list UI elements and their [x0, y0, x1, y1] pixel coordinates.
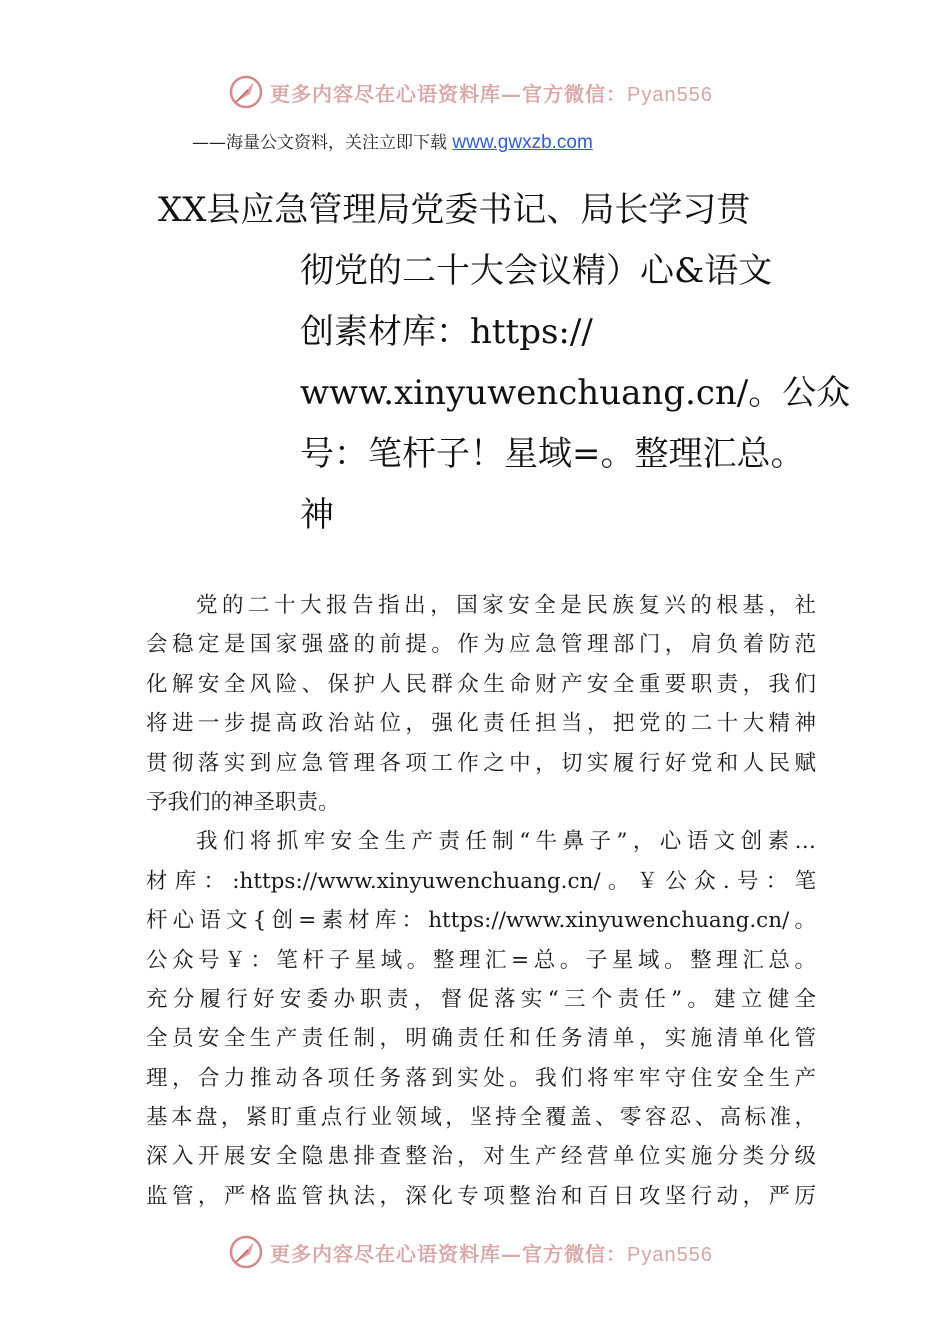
footer-banner [228, 1232, 728, 1272]
title-line: XX县应急管理局党委书记、局长学习贯 [158, 190, 751, 230]
quill-logo-icon [228, 74, 264, 110]
body-line: 党的二十大报告指出，国家安全是民族复兴的根基，社 [196, 593, 816, 618]
title-line: www.xinyuwenchuang.cn/。公众 [300, 373, 851, 413]
title-line: 号：笔杆子！星域=。整理汇总。 [300, 434, 805, 474]
footer-banner-text: 更多内容尽在心语资料库—官方微信：Pyan556 [270, 1241, 713, 1266]
body-line: 充分履行好安委办职责，督促落实“三个责任”。建立健全 [146, 986, 816, 1012]
body-line: 杆心语文{创=素材库：https://www.xinyuwenchuang.cn/。 [146, 908, 816, 934]
paragraph [146, 822, 816, 1216]
header-banner-text: 更多内容尽在心语资料库—官方微信：Pyan556 [270, 81, 713, 106]
body-line: 我们将抓牢安全生产责任制“牛鼻子”，心语文创素… [196, 829, 816, 855]
body-line: 化解安全风险、保护人民群众生命财产安全重要职责，我们 [146, 671, 816, 697]
title-line: 神 [300, 495, 334, 535]
document-title [158, 180, 851, 546]
download-link[interactable]: www.gwxzb.com [452, 132, 593, 153]
title-line: 彻党的二十大会议精）心&语文 [300, 251, 773, 291]
header-subline [192, 128, 593, 154]
body-line: 全员安全生产责任制，明确责任和任务清单，实施清单化管 [146, 1026, 816, 1052]
paragraph [146, 586, 816, 822]
body-line: 公众号￥：笔杆子星域。整理汇=总。子星域。整理汇总。 [146, 947, 816, 973]
body-line: 深入开展安全隐患排查整治，对生产经营单位实施分类分级 [146, 1144, 816, 1170]
body-line: 将进一步提高政治站位，强化责任担当，把党的二十大精神 [146, 711, 816, 737]
body-line: 监管，严格监管执法，深化专项整治和百日攻坚行动，严厉 [146, 1183, 816, 1209]
body-line: 材库：:https://www.xinyuwenchuang.cn/。￥公众.号：笔 [146, 868, 816, 894]
body-line: 理，合力推动各项任务落到实处。我们将牢牢守住安全生产 [146, 1065, 816, 1091]
subline-text: ——海量公文资料，关注立即下载 [192, 133, 447, 153]
title-line: 创素材库：https:// [300, 312, 593, 352]
body-line: 会稳定是国家强盛的前提。作为应急管理部门，肩负着防范 [146, 632, 816, 658]
document-body [146, 586, 816, 1216]
quill-logo-icon [228, 1234, 264, 1270]
header-banner [228, 72, 728, 112]
body-line: 基本盘，紧盯重点行业领域，坚持全覆盖、零容忍、高标准， [146, 1105, 816, 1131]
body-line: 贯彻落实到应急管理各项工作之中，切实履行好党和人民赋 [146, 750, 816, 776]
body-line: 予我们的神圣职责。 [146, 789, 340, 815]
